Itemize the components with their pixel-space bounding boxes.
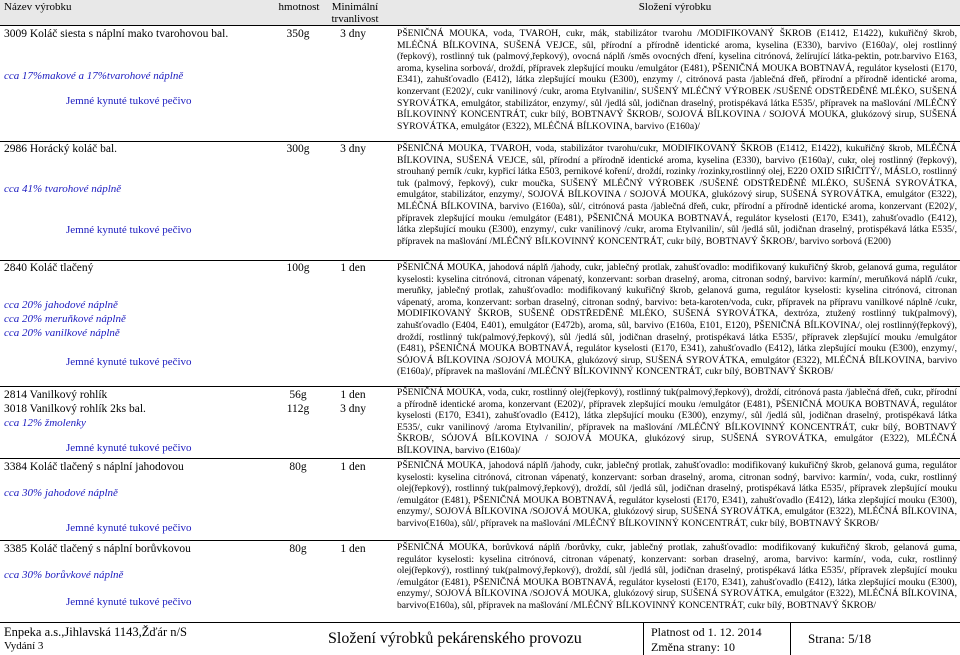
weight: 300g [286,143,310,155]
category-link[interactable]: Jemné kynuté tukové pečivo [66,522,192,534]
shelf-life: 1 den [340,543,366,555]
composition-text: PŠENIČNÁ MOUKA, TVAROH, voda, stabilizátor tvarohu/cukr, MODIFIKOVANÝ ŠKROB (E1412, E1422), kukuřičný škrob, MLÉČNÁ BÍLKOVINA, SUŠENÁ VEJCE, sůl, přírodní a přírodně identické aroma, kyselina (E330), barvivo (E160a)/, cukr, olej rostlinný (řepkový), strouhaný perník /cukr, kypřicí látka E503, pernikové koření/, droždí, rozinky /rozinky,rostlinný olej, E220 OXID SIŘIČITÝ/, MÁSLO, rostlinný tuk (palmový, řepkový), cukr moučka, SUŠENÝ MLÉČNÝ VÝROBEK /SUŠENÉ ODSTŘEDĚNÉ MLÉKO, SUŠENÁ SYROVÁTKA, emulgátor, stabilizátor, enzymy/, SOJOVÁ BÍLKOVINA / SOJOVÁ MOUKA, glukózový sirup, SUŠENÁ SYROVÁTKA, emulgátor (E322), MLÉČNÁ BÍLKOVINA, barvivo (E160a), sůl/, citrónová pasta /jablečná dřeň, cukr, přírodní a přírodně identické aroma, konzervant (E202)/, přípravek zlepšující mouku /emulgátor (E481), PŠENIČNÁ MOUKA BOBTNAVÁ, regulátor kyselosti (E170, E341), zahušťovadlo (E412), látka zlepšující mouku (E300), enzymy/, cukr vanilinový /cukr, aroma Etylvanilin/, sůl /jedlá sůl, jodičnan draselný, protispékavá látka E535/, přípravek na mašlování /MLÉČNÝ BÍLKOVINNÝ KONCENTRÁT, cukr bílý, BOBTNAVÝ ŠKROB/, barvivo sorbová (E200) [397,143,957,247]
footer-divider [790,623,791,655]
valid-from: Platnost od 1. 12. 2014 [651,625,762,639]
product-row [0,386,960,458]
product-name: 2986 Horácký koláč bal. [4,143,118,155]
header-composition: Složení výrobku [638,1,712,13]
filling-note: cca 20% jahodové náplně [4,299,118,311]
filling-note: cca 17%makové a 17%tvarohové náplně [4,70,184,82]
product-name: 2814 Vanilkový rohlík [4,389,108,401]
shelf-life: 1 den [340,461,366,473]
table-header [0,0,960,26]
filling-note: cca 41% tvarohové náplně [4,183,122,195]
header-weight: hmotnost [278,1,320,13]
header-min-shelf: Minimální trvanlivost [331,1,379,25]
shelf-life: 1 den [340,262,366,274]
shelf-life: 3 dny [340,143,366,155]
filling-note: cca 30% borůvkové náplně [4,569,124,581]
product-name: 2840 Koláč tlačený [4,262,94,274]
shelf-life: 3 dny [340,28,366,40]
composition-text: PŠENIČNÁ MOUKA, voda, cukr, rostlinný olej(řepkový), rostlinný tuk(palmový,řepkový), droždí, citrónová pasta /jablečná dřeň, cukr, přírodní a přírodně identické aroma, konzervant (E202)/, přípravek zlepšující mouku /emulgátor (E481), PŠENIČNÁ MOUKA BOBTNAVÁ, regulátor kyselosti (E170, E341), zahušťovadlo (E412), látka zlepšující mouku (E300), enzymy/, sůl /jedlá sůl, jodičnan draselný, protispékavá látka E535/, cukr vanilinový /aroma Etylvanilin/, přípravek na mašlování /MLÉČNÝ BÍLKOVINNÝ KONCENTRÁT, cukr bílý, BOBTNAVÝ ŠKROB/, SÓJOVÁ BÍLKOVINA / SOJOVÁ MOUKA, glukózový sirup, SUŠENÁ SYROVÁTKA, emulgátor (E322), MLÉČNÁ BÍLKOVINA, barvivo (E160a)/ [397,387,957,456]
footer-divider [643,623,644,655]
shelf-life: 1 den [340,389,366,401]
weight: 350g [286,28,310,40]
product-name: 3009 Koláč siesta s náplní mako tvarohovou bal. [4,28,229,40]
weight-2: 112g [286,403,310,415]
weight: 80g [289,461,307,473]
category-link[interactable]: Jemné kynuté tukové pečivo [66,442,192,454]
filling-note: cca 20% vanilkové náplně [4,327,120,339]
category-link[interactable]: Jemné kynuté tukové pečivo [66,356,192,368]
page-changes: Změna strany: 10 [651,640,735,654]
composition-text: PŠENIČNÁ MOUKA, jahodová náplň /jahody, cukr, jablečný protlak, zahušťovadlo: modifikovaný kukuřičný škrob, gelanová guma, regulátor kyselosti: kyselina citrónová, citronan vápenatý, konzervant: sorban draselný, aroma, citronan sodný, barvivo: karmín/, meruňková náplň /cukr, meruňky, jablečný protlak, zahušťovadlo: modifikovaný kukuřičný škrob, gelanová guma, regulátor kyselosti: kyselina citrónová, citronan vápenatý, aroma, konzervant: sorban draselný, citronan sodný, barvivo: beta-karoten/voda, cukr, přípravek na přípravu vanilkové náplně /cukr, MODIFIKOVANÝ ŠKROB, SUŠENÉ ODSTŘEDĚNÉ MLÉKO, SUŠENÁ SYROVÁTKA, dextróza, ztužený rostlinný tuk(palmový), zahušťovadlo (E404, E401), emulgátor (E472b), aroma, sůl, barvivo (E160a, E101, E120), PŠENIČNÁ BÍLKOVINA/, olej rostlinný(řepkový), droždí, rostlinný tuk(palmový,řepkový), sůl /jedlá sůl, jodičnan draselný, protispékavá látka E535/, přípravek zlepšující mouku /emulgátor (E481), PŠENIČNÁ MOUKA BOBTNAVÁ, regulátor kyselosti (E170, E341), zahušťovadlo (E412), látka zlepšující mouku (E300), enzymy/, SÓJOVÁ BÍLKOVINA /SOJOVÁ MOUKA, glukózový sirup, SUŠENÁ SYROVÁTKA, emulgátor (E322), MLÉČNÁ BÍLKOVINA, barvivo (E160a)/, přípravek na mašlování /MLÉČNÝ BÍLKOVINNÝ KONCENTRÁT, cukr bílý, BOBTNAVÝ ŠKROB/ [397,262,957,378]
filling-note: cca 30% jahodové náplně [4,487,118,499]
product-row [0,27,960,155]
category-link[interactable]: Jemné kynuté tukové pečivo [66,596,192,608]
product-name: 3384 Koláč tlačený s náplní jahodovou [4,461,184,473]
company-address: Enpeka a.s.,Jihlavská 1143,Žďár n/S [4,625,187,639]
weight: 100g [286,262,310,274]
page-footer [0,622,960,655]
composition-text: PŠENIČNÁ MOUKA, jahodová náplň /jahody, cukr, jablečný protlak, zahušťovadlo: modifikovaný kukuřičný škrob, gelanová guma, regulátor kyselosti: kyselina citrónová, citronan vápenatý, konzervant: sorban draselný, aroma, citronan sodný, barvivo: karmín/, voda, cukr, rostlinný olej(řepkový), rostlinný tuk(palmový,řepkový), droždí, sůl /jedlá sůl, jodičnan draselný, protispékavá látka E535/, přípravek zlepšující mouku /emulgátor (E481), PŠENIČNÁ MOUKA BOBTNAVÁ, regulátor kyselosti (E170, E341), zahušťovadlo (E412), látka zlepšující mouku (E300), enzymy/, SOJOVÁ BÍLKOVINA /SOJOVÁ MOUKA, glukózový sirup, SUŠENÁ SYROVÁTKA, emulgátor (E322), MLÉČNÁ BÍLKOVINA, barvivo(E160a), sůl/, přípravek na mašlování /MLÉČNÝ BÍLKOVINNÝ KONCENTRÁT, cukr bílý, BOBTNAVÝ ŠKROB/ [397,460,957,529]
category-link[interactable]: Jemné kynuté tukové pečivo [66,224,192,236]
product-name-2: 3018 Vanilkový rohlík 2ks bal. [4,403,146,415]
product-row [0,458,960,540]
product-name: 3385 Koláč tlačený s náplní borůvkovou [4,543,191,555]
category-link[interactable]: Jemné kynuté tukové pečivo [66,95,192,107]
filling-note: cca 12% žmolenky [4,417,86,429]
issue-number: Vydání 3 [4,640,44,652]
header-name: Název výrobku [4,1,72,13]
document-title: Složení výrobků pekárenského provozu [328,630,582,647]
product-row [0,141,960,259]
product-row [0,540,960,622]
weight: 56g [289,389,307,401]
composition-text: PŠENIČNÁ MOUKA, borůvková náplň /borůvky, cukr, jablečný protlak, zahušťovadlo: modifikovaný kukuřičný škrob, gelanová guma, regulátor kyselosti: kyselina citrónová, citronan vápenatý, konzervant: sorban draselný, aroma, barvivo: karmín/, voda, cukr, rostlinný olej(řepkový), rostlinný tuk(palmový,řepkový), droždí, sůl /jedlá sůl, jodičnan draselný, protispékavá látka E535/, přípravek zlepšující mouku /emulgátor (E481), PŠENIČNÁ MOUKA BOBTNAVÁ, regulátor kyselosti (E170, E341), zahušťovadlo (E412), látka zlepšující mouku (E300), enzymy/, SOJOVÁ BÍLKOVINA /SOJOVÁ MOUKA, glukózový sirup, SUŠENÁ SYROVÁTKA, emulgátor (E322), MLÉČNÁ BÍLKOVINA, barvivo(E160a), sůl, přípravek na mašlování /MLÉČNÝ BÍLKOVINNÝ KONCENTRÁT, cukr bílý, BOBTNAVÝ ŠKROB/ [397,542,957,611]
composition-text: PŠENIČNÁ MOUKA, voda, TVAROH, cukr, mák, stabilizátor tvarohu /MODIFIKOVANÝ ŠKROB (E1412, E1422), kukuřičný škrob, MLÉČNÁ BÍLKOVINA, SUŠENÁ VEJCE, sůl, přírodní a přírodně identické aroma, kyselina (E330), barvivo (E160a)/, olej rostlinný (řepkový), rostlinný tuk (palmový,řepkový), ovocná náplň /směs ovocných dření, kyselina citrónová, želírující látka-pektin, potr.barvivo E163, aroma, kyselina sorbová/, droždí, přípravek zlepšující mouku /emulgátor (E481), PŠENIČNÁ MOUKA BOBTNAVÁ, regulátor kyselosti (E170, E341), zahušťovadlo (E412), látka zlepšující mouku (E300), enzymy /, citrónová pasta /jablečná dřeň, přírodní a přírodně identické aroma, konzervant (E202)/, cukr vanilinový /cukr, aroma Etylvanilin/, SUŠENÝ MLÉČNÝ VÝROBEK /SUŠENÉ ODSTŘEDĚNÉ MLÉKO, SUŠENÁ SYROVÁTKA, emulgátor, stabilizátor, enzymy/, sůl /jedlá sůl, jodičnan draselný, protispékavá látka E535/, přípravek na mašlování /MLÉČNÝ BÍLKOVINNÝ KONCENTRÁT, cukr bílý, BOBTNAVÝ ŠKROB/, SOJOVÁ BÍLKOVINA / SOJOVÁ MOUKA, glukózový sirup, SUŠENÁ SYROVÁTKA, emulgátor (E322), MLÉČNÁ BÍLKOVINA, barvivo (E160a)/ [397,28,957,132]
weight: 80g [289,543,307,555]
product-row [0,260,960,385]
page-number: Strana: 5/18 [808,631,872,646]
shelf-life-2: 3 dny [340,403,366,415]
filling-note: cca 20% meruňkové náplně [4,313,126,325]
